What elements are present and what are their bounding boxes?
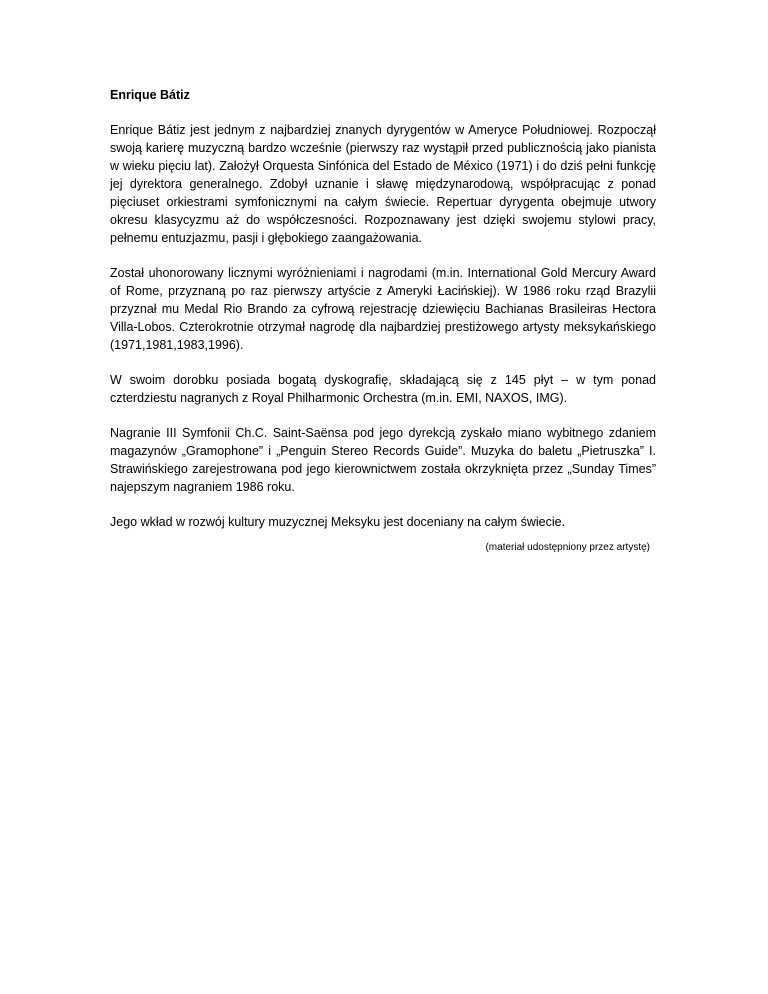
- paragraph-recordings: Nagranie III Symfonii Ch.C. Saint-Saënsa pod jego dyrekcją zyskało miano wybitnego zdaniem magazynów „Gramophone” i „Penguin Stereo Records Guide”. Muzyka do baletu „Pietruszka” I. Strawińskiego zarejestrowana pod jego kierownictwem została okrzyknięta przez „Sunday Times” najepszym nagraniem 1986 roku.: [110, 426, 656, 494]
- source-note: (materiał udostępniony przez artystę): [485, 542, 650, 553]
- paragraph-discography: W swoim dorobku posiada bogatą dyskografię, składającą się z 145 płyt – w tym ponad czterdziestu nagranych z Royal Philharmonic Orchestra (m.in. EMI, NAXOS, IMG).: [110, 373, 656, 405]
- paragraph-biography: Enrique Bátiz jest jednym z najbardziej znanych dyrygentów w Ameryce Południowej. Rozpoczął swoją karierę muzyczną bardzo wcześnie (pierwszy raz wystąpił przed publicznością jako pianista w wieku pięciu lat). Założył Orquesta Sinfónica del Estado de México (1971) i do dziś pełni funkcję jej dyrektora generalnego. Zdobył uznanie i sławę międzynarodową, współpracując z ponad pięciuset orkiestrami symfonicznymi na całym świecie. Repertuar dyrygenta obejmuje utwory okresu klasycyzmu aż do współczesności. Rozpoznawany jest dzięki swojemu stylowi pracy, pełnemu entuzjazmu, pasji i głębokiego zaangażowania.: [110, 123, 656, 245]
- document-title: Enrique Bátiz: [110, 88, 190, 102]
- paragraph-contribution: Jego wkład w rozwój kultury muzycznej Meksyku jest doceniany na całym świecie.: [110, 515, 566, 529]
- paragraph-awards: Został uhonorowany licznymi wyróżnieniami i nagrodami (m.in. International Gold Mercury Award of Rome, przyznaną po raz pierwszy artyście z Ameryki Łacińskiej). W 1986 roku rząd Brazylii przyznał mu Medal Rio Brando za cyfrową rejestrację dziewięciu Bachianas Brasileiras Hectora Villa-Lobos. Czterokrotnie otrzymał nagrodę dla najbardziej prestiżowego artysty meksykańskiego (1971,1981,1983,1996).: [110, 266, 656, 352]
- document-body: [110, 86, 656, 555]
